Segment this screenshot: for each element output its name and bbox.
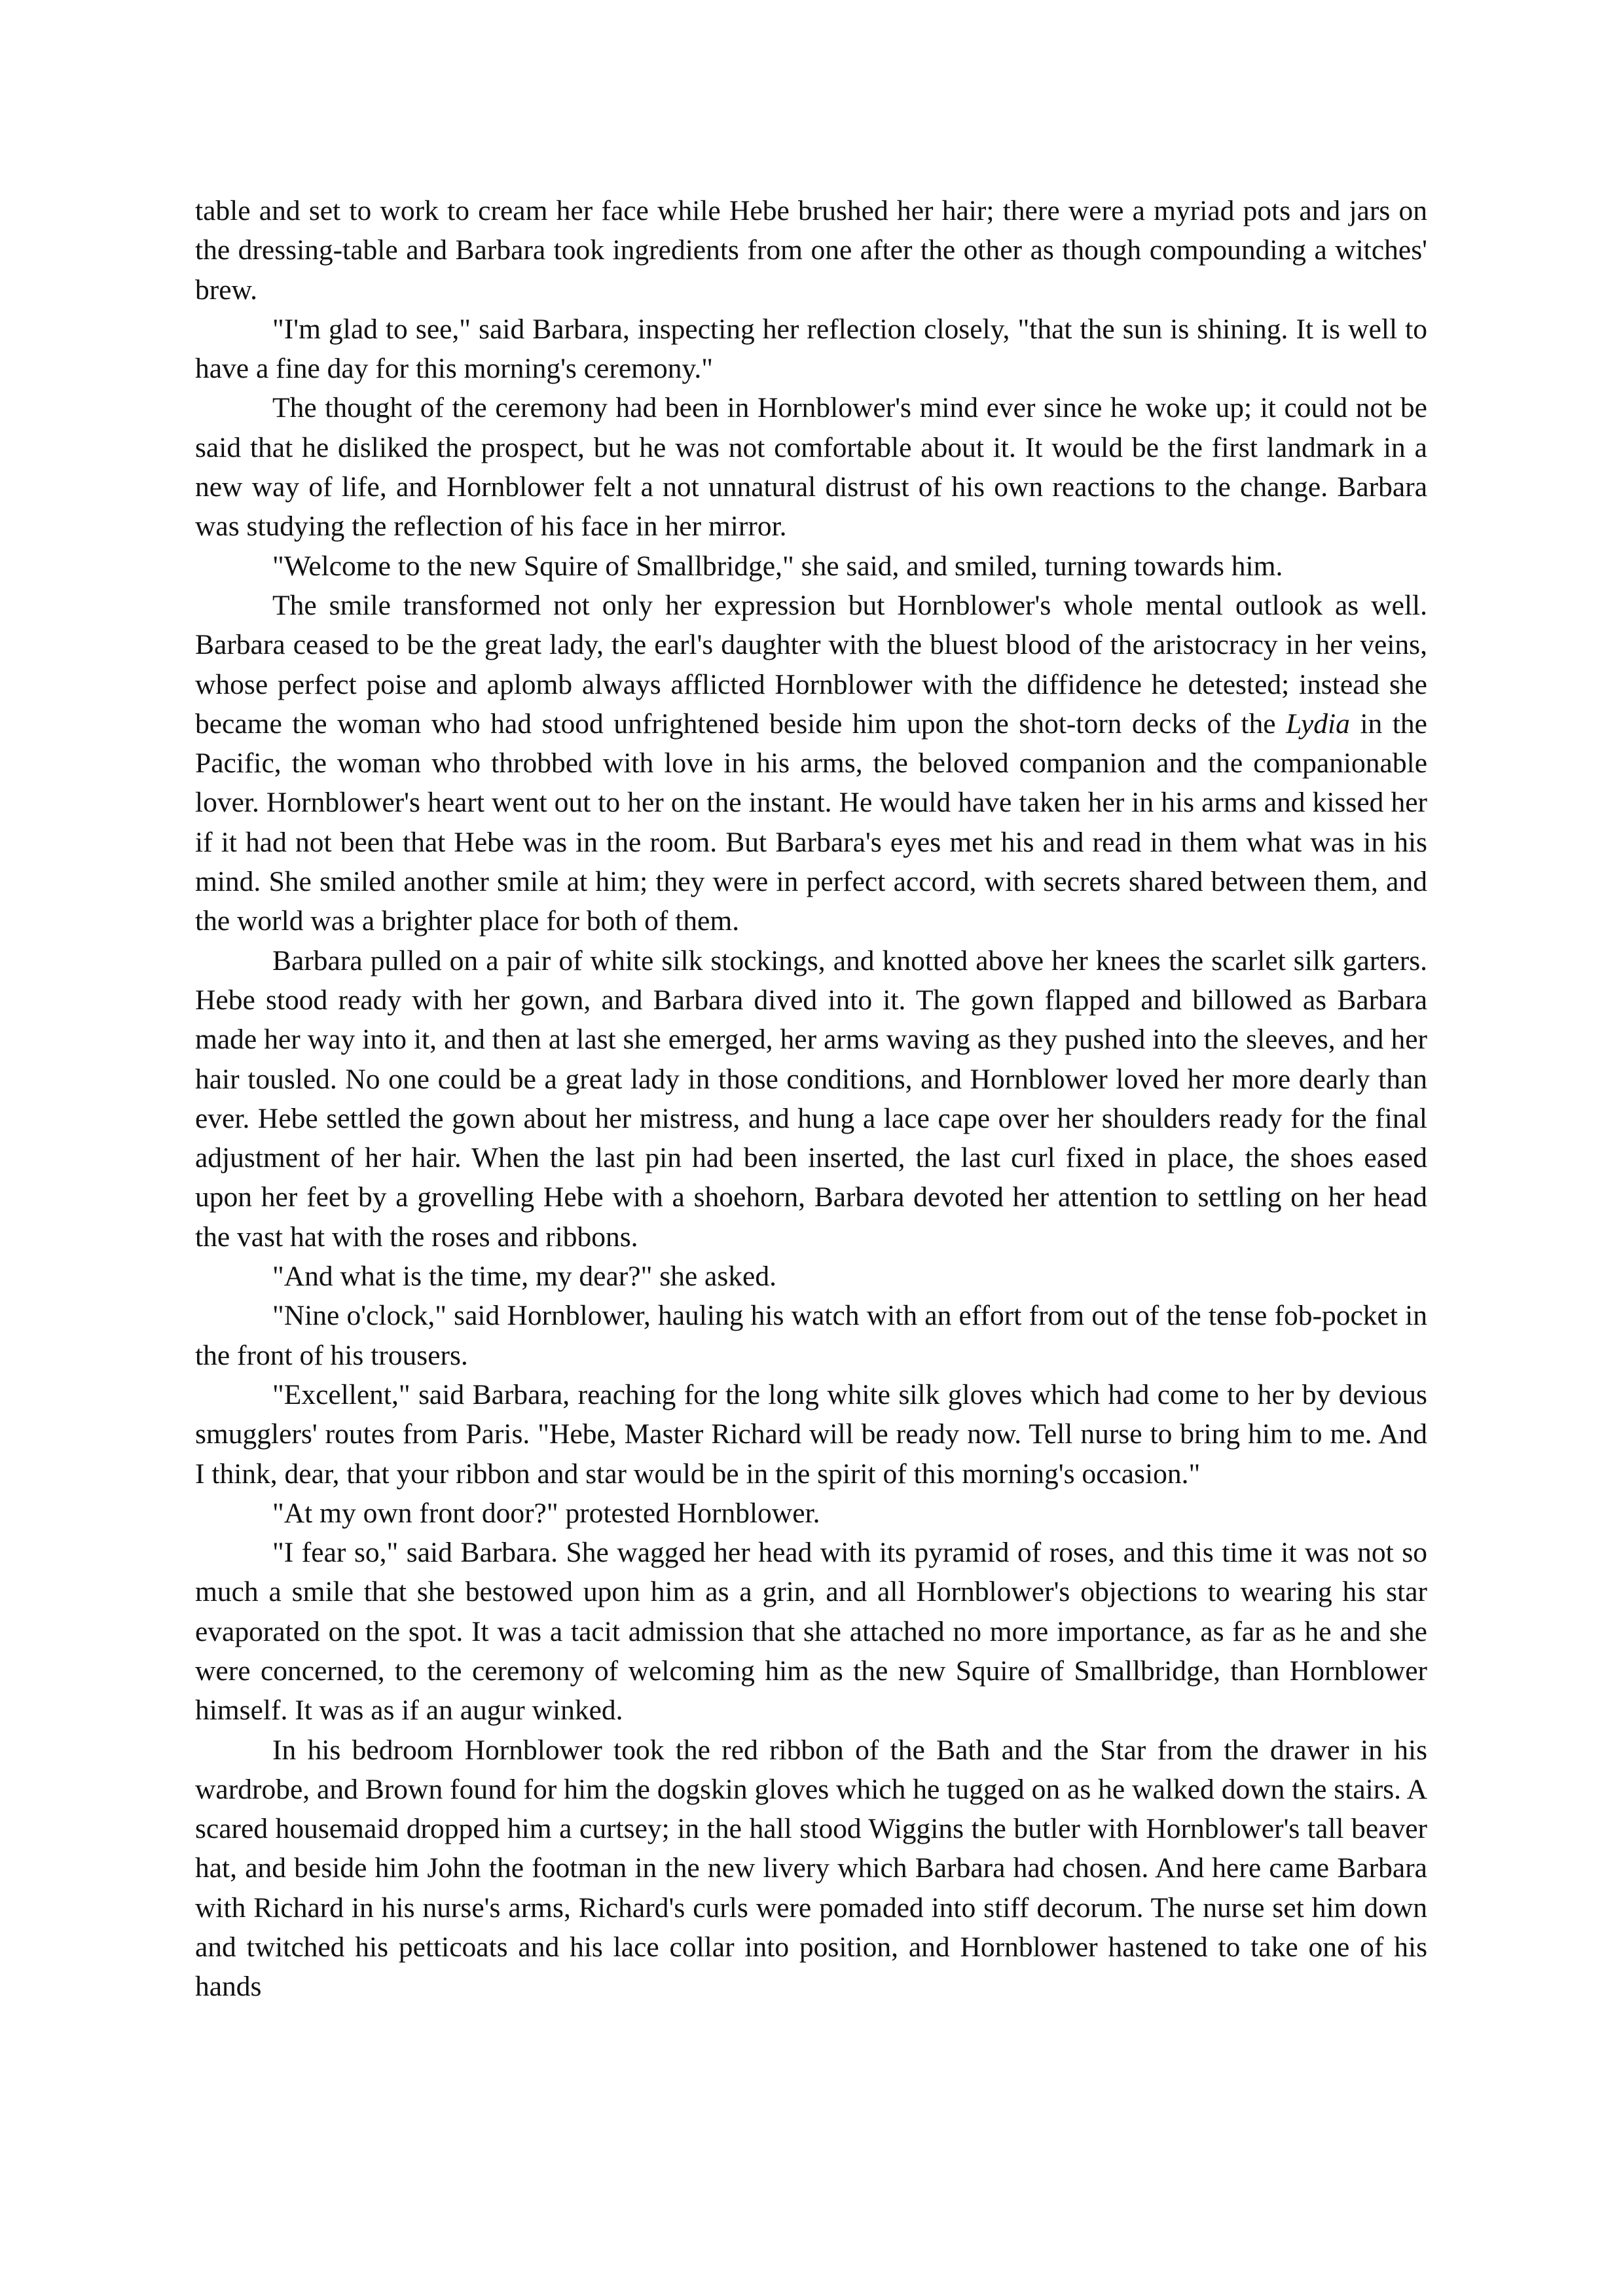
- paragraph-text: "I fear so," said Barbara. She wagged her head with its pyramid of roses, and this time it was not so much a smile that she bestowed upon him as a grin, and all Hornblower's objections to wearing his star evaporated on the spot. It was a tacit admission that she attached no more importance, as far as he and she were concerned, to the ceremony of welcoming him as the new Squire of Smallbridge, than Hornblower himself. It was as if an augur winked.: [195, 1537, 1427, 1727]
- paragraph-text: "Welcome to the new Squire of Smallbridge," she said, and smiled, turning towards him.: [272, 550, 1283, 582]
- paragraph-text: The thought of the ceremony had been in Hornblower's mind ever since he woke up; it could not be said that he disliked the prospect, but he was not comfortable about it. It would be the first landmark in a new way of life, and Hornblower felt a not unnatural distrust of his own reactions to the change. Barbara was studying the reflection of his face in her mirror.: [195, 392, 1427, 543]
- paragraph: [195, 1296, 1427, 1375]
- paragraph: [195, 1494, 1427, 1533]
- page-body-text: [195, 191, 1427, 2007]
- paragraph-text: "And what is the time, my dear?" she asked.: [272, 1261, 776, 1293]
- paragraph: [195, 941, 1427, 1257]
- paragraph: [195, 1533, 1427, 1730]
- paragraph-text: "Excellent," said Barbara, reaching for the long white silk gloves which had come to her by devious smugglers' routes from Paris. "Hebe, Master Richard will be ready now. Tell nurse to bring him to me. And I think, dear, that your ribbon and star would be in the spirit of this morning's occasion.": [195, 1378, 1427, 1490]
- paragraph: [195, 1375, 1427, 1494]
- paragraph-text: "At my own front door?" protested Hornblower.: [272, 1497, 820, 1529]
- paragraph: [195, 310, 1427, 389]
- italic-ship-name: Lydia: [1286, 708, 1350, 740]
- paragraph-text: "Nine o'clock," said Hornblower, hauling his watch with an effort from out of the tense fob-pocket in the front of his trousers.: [195, 1300, 1427, 1371]
- paragraph-text: "I'm glad to see," said Barbara, inspecting her reflection closely, "that the sun is shining. It is well to have a fine day for this morning's ceremony.": [195, 313, 1427, 385]
- paragraph-text: Barbara pulled on a pair of white silk stockings, and knotted above her knees the scarlet silk garters. Hebe stood ready with her gown, and Barbara dived into it. The gown flapped and billowed as Barbara made her way into it, and then at last she emerged, her arms waving as they pushed into the sleeves, and her hair tousled. No one could be a great lady in those conditions, and Hornblower loved her more dearly than ever. Hebe settled the gown about her mistress, and hung a lace cape over her shoulders ready for the final adjustment of her hair. When the last pin had been inserted, the last curl fixed in place, the shoes eased upon her feet by a grovelling Hebe with a shoehorn, Barbara devoted her attention to settling on her head the vast hat with the roses and ribbons.: [195, 944, 1427, 1253]
- paragraph: [195, 586, 1427, 941]
- paragraph: [195, 388, 1427, 546]
- paragraph-text: in the Pacific, the woman who throbbed with love in his arms, the beloved companion and the companionable lover. Hornblower's heart went out to her on the instant. He would have taken her in his arms and kissed her if it had not been that Hebe was in the room. But Barbara's eyes met his and read in them what was in his mind. She smiled another smile at him; they were in perfect accord, with secrets shared between them, and the world was a brighter place for both of them.: [195, 708, 1427, 937]
- paragraph: [195, 547, 1427, 586]
- paragraph: [195, 1257, 1427, 1296]
- paragraph: [195, 1731, 1427, 2007]
- paragraph-text: The smile transformed not only her expression but Hornblower's whole mental outlook as well. Barbara ceased to be the great lady, the earl's daughter with the bluest blood of the aristocracy in her veins, whose perfect poise and aplomb always afflicted Hornblower with the diffidence he detested; instead she became the woman who had stood unfrightened beside him upon the shot-torn decks of the: [195, 589, 1427, 740]
- paragraph: [195, 191, 1427, 310]
- paragraph-text: table and set to work to cream her face while Hebe brushed her hair; there were a myriad pots and jars on the dressing-table and Barbara took ingredients from one after the other as though compounding a witches' brew.: [195, 195, 1427, 306]
- paragraph-text: In his bedroom Hornblower took the red ribbon of the Bath and the Star from the drawer in his wardrobe, and Brown found for him the dogskin gloves which he tugged on as he walked down the stairs. A scared housemaid dropped him a curtsey; in the hall stood Wiggins the butler with Hornblower's tall beaver hat, and beside him John the footman in the new livery which Barbara had chosen. And here came Barbara with Richard in his nurse's arms, Richard's curls were pomaded into stiff decorum. The nurse set him down and twitched his petticoats and his lace collar into position, and Hornblower hastened to take one of his hands: [195, 1734, 1427, 2003]
